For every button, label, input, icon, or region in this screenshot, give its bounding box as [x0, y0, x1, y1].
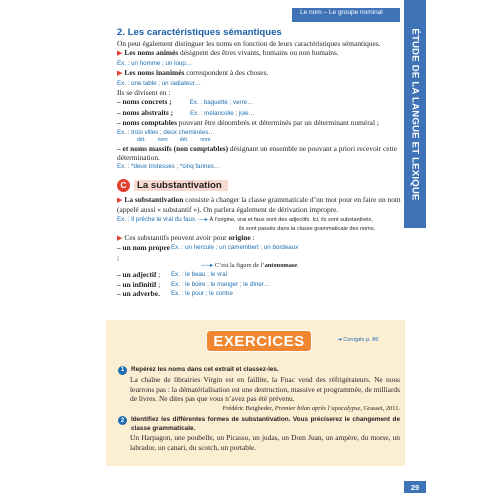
- origine-paragraph: ▶ Ces substantifs peuvent avoir pour origine :: [117, 233, 255, 242]
- question-2: 2 Identifiez les différentes formes de substantivation. Vous préciserez le changement de classe grammaticale.: [118, 416, 400, 433]
- comptables-gloss: dét. nom dét. nom: [137, 137, 211, 144]
- section-2-title: 2. Les caractéristiques sémantiques: [117, 27, 282, 38]
- exercise-content: [118, 366, 400, 452]
- right-margin: [426, 0, 500, 500]
- substantivation-example: Ex. : Il prêche le vrai du faux. —▸ À l’origine, vrai et faux sont des adjectifs. Ici, ils sont substantivés,: [117, 215, 373, 223]
- bullet-triangle-icon: ▶: [117, 49, 123, 58]
- comptables-example: Ex. : trois villes ; deux cheminées…: [117, 128, 215, 136]
- origin-nom-propre: – un nom propre ; Ex. : un hercule ; un camembert ; un bordeaux: [117, 243, 299, 262]
- divide-line: Ils se divisent en :: [117, 88, 171, 98]
- corriges-link[interactable]: ➜ Corrigés p. 86: [337, 337, 379, 343]
- section-c-heading: [117, 179, 404, 192]
- running-head: Le nom – Le groupe nominal: [300, 9, 383, 16]
- main-content: [117, 26, 404, 298]
- animes-example: Ex. : un homme ; un loup…: [117, 59, 192, 67]
- side-tab-text: ÉTUDE DE LA LANGUE ET LEXIQUE: [409, 27, 421, 201]
- question-1: 1 Repérez les noms dans cet extrait et classez-les.: [118, 366, 400, 375]
- bullet-triangle-icon: ▶: [117, 234, 123, 242]
- antonomase-note: ──▸ C’est la figure de l’antonomase.: [201, 262, 299, 270]
- substantivation-paragraph: ▶ La substantivation consiste à changer la classe grammaticale d’un mot pour en faire un nom (appelé aussi « substantif »). On parlera également de dérivation impropre.: [117, 194, 401, 215]
- section-2-intro: On peut également distinguer les noms en fonction de leurs caractéristiques sémantiques.: [117, 39, 381, 48]
- question-1-excerpt: La chaîne de librairies Virgin est en faillite, la Fnac vend des réfrigérateurs. Ne nous leurrons pas : la dématérialisation est une destruction, massive et programmée, de milliards de livres. Ne dites pas que vous n’avez pas été prévenu.: [130, 375, 400, 404]
- massifs-paragraph: – et noms massifs (non comptables) désignant un ensemble ne pouvant a priori recevoir cette détermination.: [117, 143, 397, 162]
- origin-infinitif: – un infinitif ; Ex. : le boire ; le manger ; le dîner…: [117, 279, 271, 289]
- substantivation-note-line-2: ils sont passés dans la classe grammaticale des noms.: [239, 226, 376, 232]
- arrow-right-icon: ──▸: [201, 262, 215, 270]
- question-2-number: 2: [118, 416, 127, 425]
- question-2-list: Un Harpagon, une poubelle, un Picasso, un judas, un Dom Juan, un ampère, du morse, un labrador, un canari, du scotch, un portable.: [130, 433, 400, 452]
- inanimes-example: Ex. : une table ; un radiateur…: [117, 79, 201, 87]
- section-c-title: La substantivation: [134, 180, 228, 191]
- abstraits-line: – noms abstraits ; Ex. : mélancolie ; joie…: [117, 107, 255, 117]
- origin-adjectif: – un adjectif ; Ex. : le beau ; le vrai: [117, 270, 228, 280]
- arrow-right-icon: ▸: [204, 215, 210, 223]
- massifs-example: Ex. : *deux tristesses ; *cinq farines…: [117, 163, 221, 171]
- page-number: 29: [404, 481, 426, 493]
- concrets-line: – noms concrets ; Ex. : baguette ; verre…: [117, 97, 254, 107]
- question-1-number: 1: [118, 366, 127, 375]
- animes-paragraph: ▶ Les noms animés désignent des êtres vivants, humains ou non humains.: [117, 48, 339, 58]
- side-tab-label: [404, 0, 426, 228]
- exercises-title: EXERCICES: [206, 330, 312, 352]
- arrow-right-icon: ➜: [337, 337, 344, 343]
- comptables-line: – noms comptables pouvant être dénombrés et déterminés par un déterminant numéral ;: [117, 118, 379, 128]
- inanimes-paragraph: ▶ Les noms inanimés correspondent à des choses.: [117, 68, 269, 78]
- section-c-badge: C: [117, 179, 130, 192]
- question-1-source: Frédéric Beigbeder, Premier bilan après l’apocalypse, Grasset, 2011.: [222, 404, 400, 412]
- bullet-triangle-icon: ▶: [117, 195, 123, 204]
- origin-adverbe: – un adverbe. Ex. : le pour ; le contre: [117, 289, 233, 299]
- bullet-triangle-icon: ▶: [117, 69, 123, 78]
